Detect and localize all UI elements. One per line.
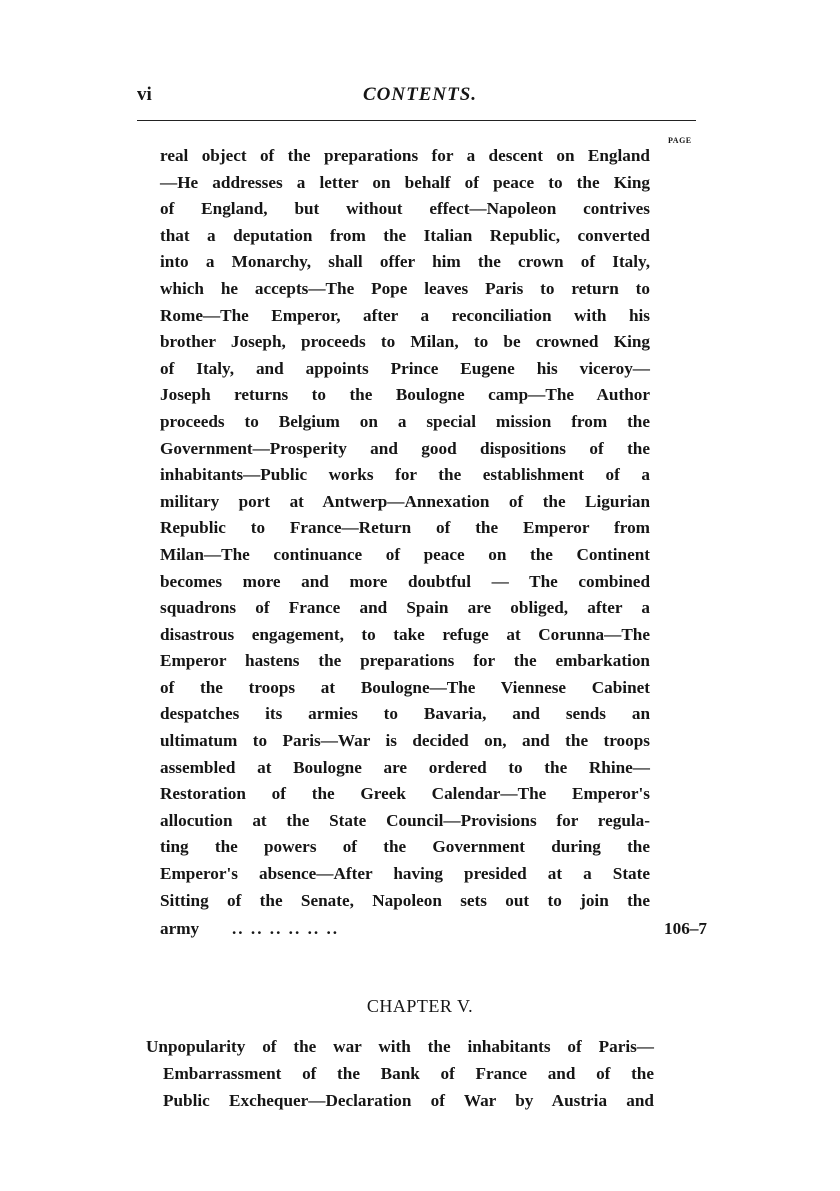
chapter-heading: CHAPTER V.	[366, 996, 474, 1016]
toc-line: —He addresses a letter on behalf of peace to the King	[160, 172, 650, 192]
toc-leader-line	[160, 916, 707, 943]
toc-last-word: army	[160, 919, 200, 938]
toc-line: despatches its armies to Bavaria, and sends an	[160, 704, 650, 724]
page-column-label: PAGE	[668, 136, 692, 145]
toc-line: into a Monarchy, shall offer him the crown of Italy,	[160, 252, 650, 272]
toc-line: which he accepts—The Pope leaves Paris to return to	[160, 278, 650, 298]
chapter-summary	[146, 1033, 654, 1114]
toc-line: Milan—The continuance of peace on the Continent	[160, 544, 650, 564]
toc-line: Republic to France—Return of the Emperor from	[160, 518, 650, 538]
summary-line: Embarrassment of the Bank of France and of the	[163, 1064, 654, 1083]
toc-line: Government—Prosperity and good dispositions of the	[160, 438, 650, 458]
toc-line: ting the powers of the Government during the	[160, 837, 650, 857]
toc-line: of Italy, and appoints Prince Eugene his viceroy—	[160, 358, 650, 378]
toc-line: Rome—The Emperor, after a reconciliation with his	[160, 305, 650, 325]
toc-line: Joseph returns to the Boulogne camp—The Author	[160, 385, 650, 405]
toc-line: becomes more and more doubtful — The combined	[160, 571, 650, 591]
toc-leader-dots: .. .. .. .. .. ..	[232, 919, 340, 938]
toc-line: military port at Antwerp—Annexation of the Ligurian	[160, 491, 650, 511]
toc-line: ultimatum to Paris—War is decided on, and the troops	[160, 731, 650, 751]
toc-line: of England, but without effect—Napoleon contrives	[160, 199, 650, 219]
toc-line: that a deputation from the Italian Republic, converted	[160, 225, 650, 245]
toc-line: squadrons of France and Spain are obliged, after a	[160, 598, 650, 618]
toc-line: real object of the preparations for a descent on England	[160, 146, 650, 165]
toc-line: assembled at Boulogne are ordered to the Rhine—	[160, 757, 650, 777]
summary-line: Unpopularity of the war with the inhabitants of Paris—	[146, 1037, 654, 1056]
toc-line: brother Joseph, proceeds to Milan, to be crowned King	[160, 332, 650, 352]
toc-line: Sitting of the Senate, Napoleon sets out to join the	[160, 890, 650, 910]
toc-line: inhabitants—Public works for the establishment of a	[160, 465, 650, 485]
toc-line: disastrous engagement, to take refuge at Corunna—The	[160, 624, 650, 644]
toc-line: Emperor's absence—After having presided at a State	[160, 864, 650, 884]
toc-line: proceeds to Belgium on a special mission from the	[160, 411, 650, 431]
toc-line: Restoration of the Greek Calendar—The Emperor's	[160, 784, 650, 804]
toc-line: of the troops at Boulogne—The Viennese Cabinet	[160, 677, 650, 697]
toc-line: allocution at the State Council—Provisions for regula-	[160, 810, 650, 830]
toc-entry	[160, 143, 650, 914]
header-rule	[137, 120, 696, 121]
page-number: vi	[137, 84, 152, 105]
summary-line: Public Exchequer—Declaration of War by Austria and	[163, 1091, 654, 1110]
running-head: CONTENTS.	[362, 84, 478, 105]
toc-line: Emperor hastens the preparations for the embarkation	[160, 651, 650, 671]
toc-page-reference: 106–7	[664, 919, 707, 938]
